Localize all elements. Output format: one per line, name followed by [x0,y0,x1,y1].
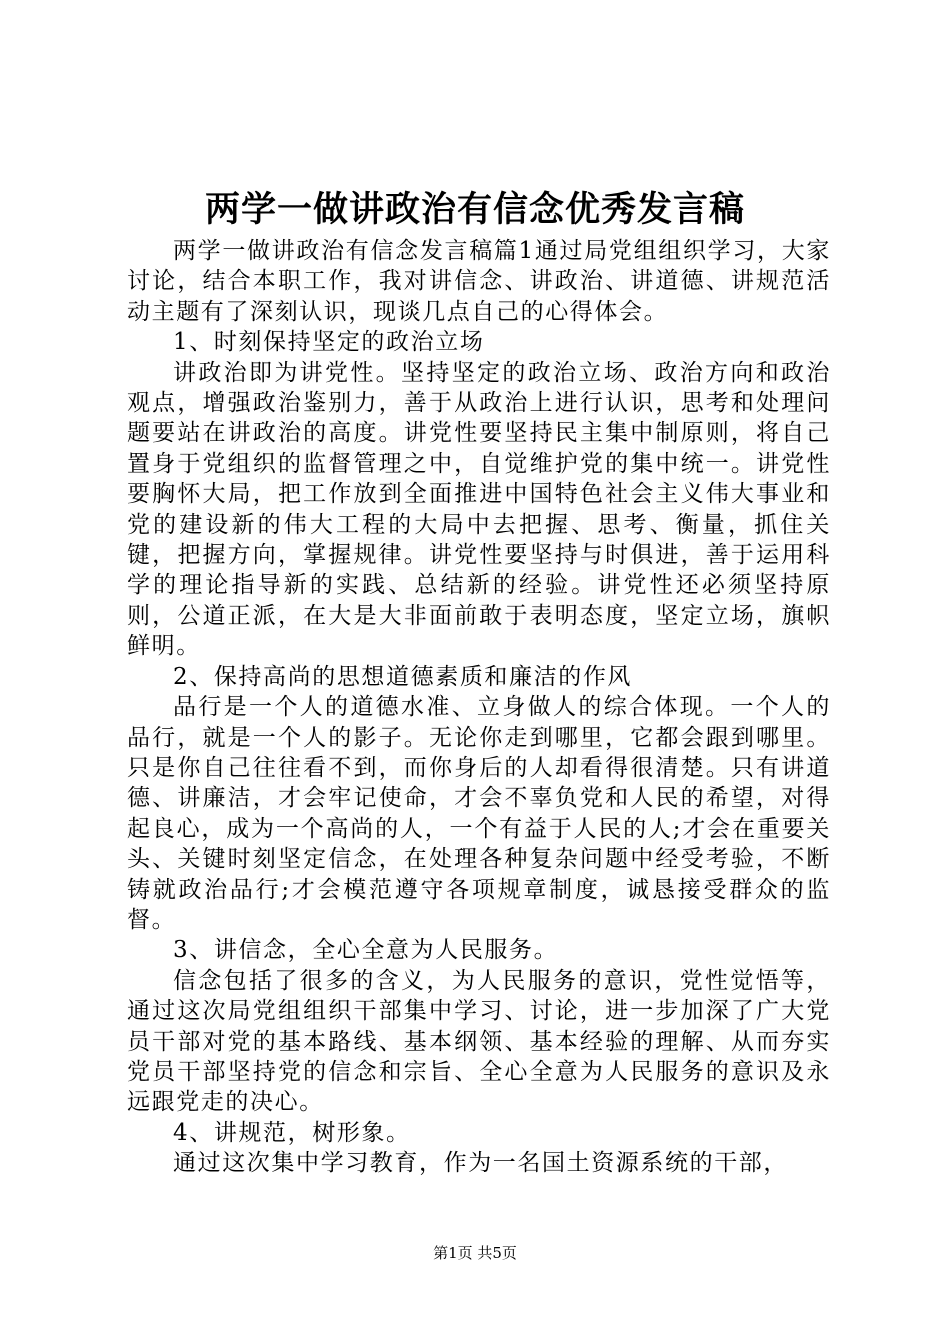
page-number-footer: 第1页 共5页 [433,1244,517,1262]
paragraph-belief: 信念包括了很多的含义，为人民服务的意识，党性觉悟等，通过这次局党组组织干部集中学习、讨论，进一步加深了广大党员干部对党的基本路线、基本纲领、基本经验的理解、从而夯实党员干部坚持党的信念和宗旨、全心全意为人民服务的意识及永远跟党走的决心。 [127,967,831,1116]
section-heading-4: 4、讲规范，树形象。 [173,1119,411,1146]
paragraph-norms: 通过这次集中学习教育，作为一名国土资源系统的干部， [173,1150,788,1177]
document-body [127,236,831,1179]
section-heading-1: 1、时刻保持坚定的政治立场 [173,329,485,356]
paragraph-morality: 品行是一个人的道德水准、立身做人的综合体现。一个人的品行，就是一个人的影子。无论你走到哪里，它都会跟到哪里。只是你自己往往看不到，而你身后的人却看得很清楚。只有讲道德、讲廉洁，才会牢记使命，才会不辜负党和人民的希望，对得起良心，成为一个高尚的人，一个有益于人民的人;才会在重要关头、关键时刻坚定信念，在处理各种复杂问题中经受考验，不断铸就政治品行;才会模范遵守各项规章制度，诚恳接受群众的监督。 [127,694,831,933]
paragraph-intro: 两学一做讲政治有信念发言稿篇1通过局党组组织学习，大家讨论，结合本职工作，我对讲信念、讲政治、讲道德、讲规范活动主题有了深刻认识，现谈几点自己的心得体会。 [127,238,831,325]
section-heading-3: 3、讲信念，全心全意为人民服务。 [173,937,559,964]
section-heading-2: 2、保持高尚的思想道德素质和廉洁的作风 [173,663,633,690]
paragraph-politics: 讲政治即为讲党性。坚持坚定的政治立场、政治方向和政治观点，增强政治鉴别力，善于从政治上进行认识，思考和处理问题要站在讲政治的高度。讲党性要坚持民主集中制原则，将自己置身于党组织的监督管理之中，自觉维护党的集中统一。讲党性要胸怀大局，把工作放到全面推进中国特色社会主义伟大事业和党的建设新的伟大工程的大局中去把握、思考、衡量，抓住关键，把握方向，掌握规律。讲党性要坚持与时俱进，善于运用科学的理论指导新的实践、总结新的经验。讲党性还必须坚持原则，公道正派，在大是大非面前敢于表明态度，坚定立场，旗帜鲜明。 [127,359,831,660]
document-title: 两学一做讲政治有信念优秀发言稿 [204,189,745,230]
